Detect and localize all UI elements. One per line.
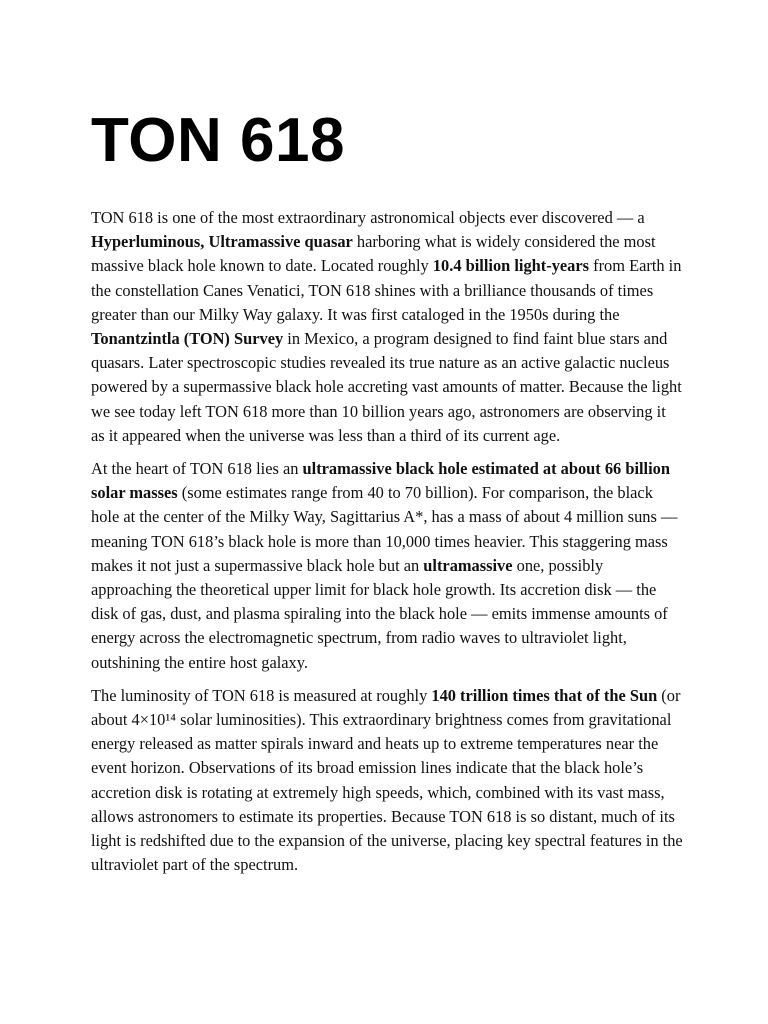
- text-segment: TON 618 is one of the most extraordinary astronomical objects ever discovered — a: [91, 208, 645, 227]
- text-segment: At the heart of TON 618 lies an: [91, 459, 303, 479]
- text-segment: harboring what is widely considered the most massive black hole known to date. Located roughly: [91, 232, 656, 276]
- paragraph: [91, 457, 683, 675]
- document-body: [91, 206, 683, 877]
- bold-text: 140 trillion times that of the Sun: [431, 685, 658, 705]
- bold-text: Tonantzintla (TON) Survey: [91, 329, 284, 349]
- paragraph: [91, 206, 683, 448]
- bold-text: ultramassive: [423, 555, 513, 575]
- text-segment: from Earth in the constellation Canes Venatici, TON 618 shines with a brilliance thousands of times greater than our Milky Way galaxy. It was first cataloged in the 1950s during the: [91, 256, 682, 324]
- bold-text: Hyperluminous, Ultramassive quasar: [91, 232, 353, 252]
- text-segment: (or about 4×10¹⁴ solar luminosities). This extraordinary brightness comes from gravitational energy released as matter spirals inward and heats up to extreme temperatures near the event horizon. Observations of its broad emission lines indicate that the black hole’s accretion disk is rotating at extremely high speeds, which, combined with its vast mass, allows astronomers to estimate its properties. Because TON 618 is so distant, much of its light is redshifted due to the expansion of the universe, placing key spectral features in the ultraviolet part of the spectrum.: [91, 685, 683, 875]
- text-segment: The luminosity of TON 618 is measured at roughly: [91, 685, 432, 705]
- paragraph: [91, 684, 683, 878]
- document-page: [91, 104, 683, 886]
- bold-text: 10.4 billion light-years: [432, 256, 590, 276]
- text-segment: (some estimates range from 40 to 70 billion). For comparison, the black hole at the center of the Milky Way, Sagittarius A*, has a mass of about 4 million suns — meaning TON 618’s black hole is more than 10,000 times heavier. This staggering mass makes it not just a supermassive black hole but an: [91, 483, 678, 575]
- text-segment: in Mexico, a program designed to find faint blue stars and quasars. Later spectroscopic studies revealed its true nature as an active galactic nucleus powered by a supermassive black hole accreting vast amounts of matter. Because the light we see today left TON 618 more than 10 billion years ago, astronomers are observing it as it appeared when the universe was less than a third of its current age.: [91, 329, 682, 445]
- bold-text: ultramassive black hole estimated at about 66 billion solar masses: [91, 459, 670, 503]
- page-title: TON 618: [91, 106, 345, 175]
- text-segment: one, possibly approaching the theoretical upper limit for black hole growth. Its accretion disk — the disk of gas, dust, and plasma spiraling into the black hole — emits immense amounts of energy across the electromagnetic spectrum, from radio waves to ultraviolet light, outshining the entire host galaxy.: [91, 555, 668, 672]
